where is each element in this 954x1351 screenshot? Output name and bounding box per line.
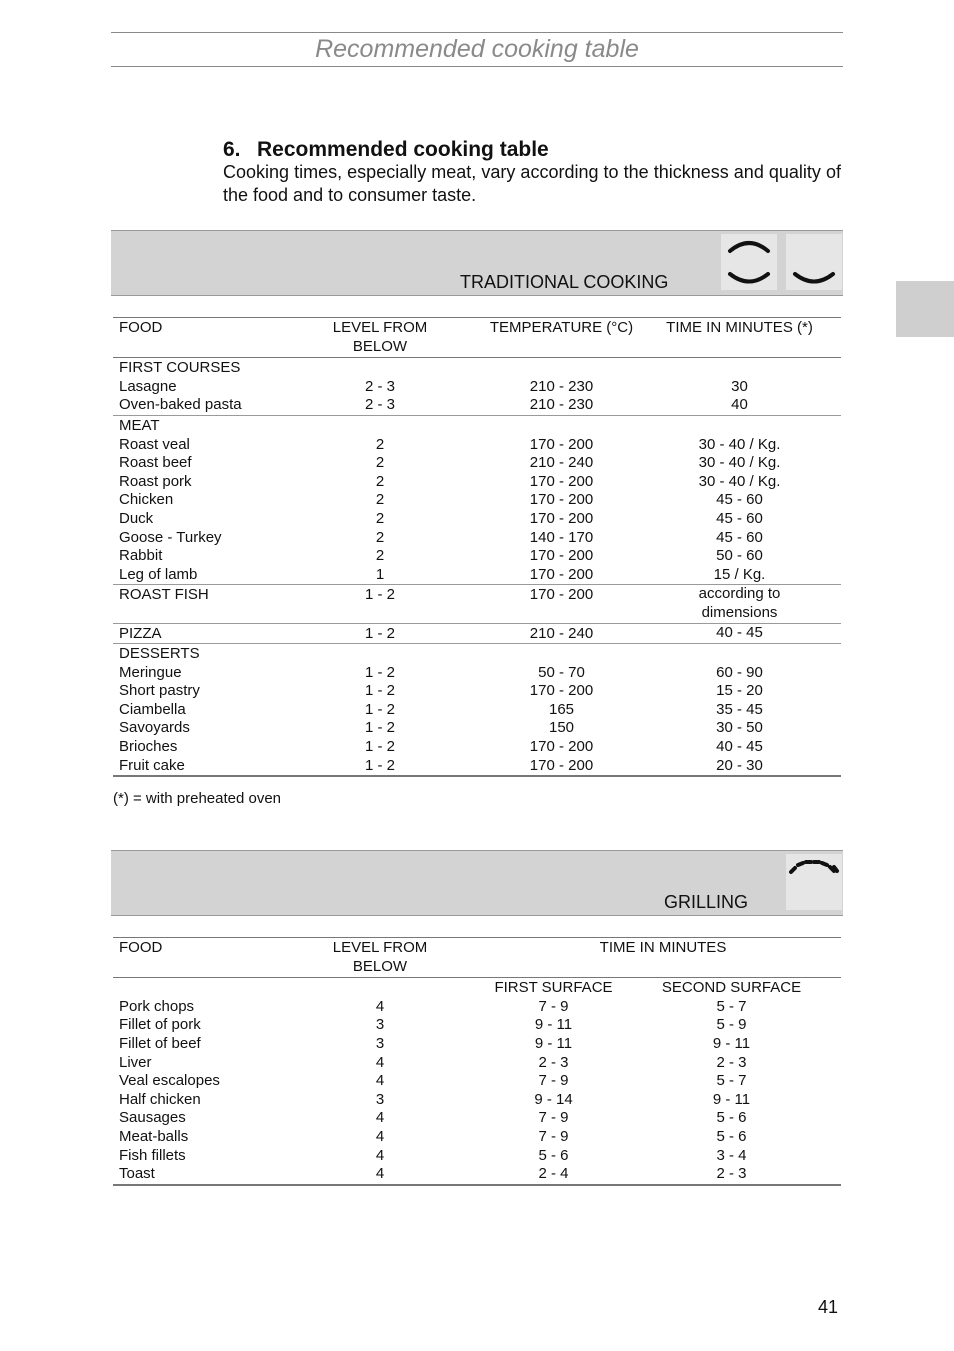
table-row: [113, 396, 841, 415]
table-row: [113, 719, 841, 738]
time-cell: 40: [638, 396, 841, 415]
temperature-cell: 170 - 200: [529, 682, 594, 700]
temperature-cell: 210 - 240: [529, 454, 594, 472]
level-cell: 2: [375, 435, 385, 453]
temperature-cell: 170 - 200: [529, 472, 594, 490]
food-cell: Brioches: [119, 738, 178, 756]
time-cell: 30: [731, 377, 748, 395]
level-cell: 4: [375, 1053, 385, 1071]
first-surface-cell: 9 - 14: [534, 1090, 573, 1108]
grilling-band: [111, 850, 843, 916]
level-cell: 1 - 2: [364, 738, 395, 756]
temperature-cell: 170 - 200: [529, 491, 594, 509]
section-intro: Cooking times, especially meat, vary according to the thickness and quality of the food and to consumer taste.: [223, 162, 841, 205]
first-surface-cell: 7 - 9: [538, 1072, 569, 1090]
time-cell: 35 - 45: [716, 700, 763, 718]
first-surface-cell: 7 - 9: [538, 1127, 569, 1145]
food-cell: Lasagne: [119, 377, 177, 395]
grilling-label: GRILLING: [664, 892, 749, 912]
running-header-title: Recommended cooking table: [315, 35, 639, 63]
first-surface-cell: 5 - 6: [538, 1146, 569, 1164]
first-surface-cell: 9 - 11: [534, 1016, 573, 1034]
time-cell: 45 - 60: [716, 528, 763, 546]
temperature-cell: 150: [548, 719, 575, 737]
top-bottom-heating-icon: [721, 234, 777, 290]
table-row: [113, 1147, 841, 1166]
first-surface-cell: 7 - 9: [538, 1109, 569, 1127]
food-cell: Liver: [119, 1053, 152, 1071]
second-surface-cell: 5 - 9: [716, 1016, 747, 1034]
food-cell: Roast veal: [119, 435, 190, 453]
food-cell: Fruit cake: [113, 757, 275, 777]
group-title-row: [113, 415, 841, 435]
empty-cell: [485, 358, 638, 378]
level-cell: 2 - 3: [364, 377, 395, 395]
level-cell: 1 - 2: [364, 719, 395, 737]
traditional-cooking-label: TRADITIONAL COOKING: [460, 272, 669, 292]
bottom-heating-icon: [786, 234, 842, 290]
food-cell: Roast pork: [119, 472, 192, 490]
temperature-cell: 210 - 240: [485, 623, 638, 644]
level-cell: 1 - 2: [364, 700, 395, 718]
time-cell: 15 - 20: [716, 682, 763, 700]
table-row: [113, 1128, 841, 1147]
group-title: MEAT: [119, 416, 160, 434]
level-cell: 2: [375, 547, 385, 565]
level-cell: 1 - 2: [275, 623, 485, 644]
food-cell: Meringue: [119, 663, 182, 681]
level-cell: 1 - 2: [364, 663, 395, 681]
level-cell: 4: [375, 1146, 385, 1164]
second-surface-cell: 5 - 7: [716, 997, 747, 1015]
col-header-level: LEVEL FROM BELOW: [275, 318, 485, 358]
level-cell: 4: [375, 1109, 385, 1127]
second-surface-cell: 5 - 6: [716, 1109, 747, 1127]
temperature-cell: 165: [548, 700, 575, 718]
level-cell: 1 - 2: [364, 682, 395, 700]
sub-header-second-surface: SECOND SURFACE: [661, 979, 802, 997]
time-cell: 30 - 50: [716, 719, 763, 737]
group-title-row: [113, 358, 841, 378]
time-cell: 40 - 45: [716, 738, 763, 756]
second-surface-cell: 5 - 6: [716, 1127, 747, 1145]
food-cell: Oven-baked pasta: [113, 396, 275, 415]
second-surface-cell: 9 - 11: [712, 1090, 751, 1108]
level-cell: 3: [375, 1016, 385, 1034]
section-number: 6.: [223, 138, 241, 161]
temperature-cell: 170 - 200: [529, 435, 594, 453]
time-cell: 45 - 60: [716, 491, 763, 509]
time-cell: 50 - 60: [716, 547, 763, 565]
group-title-row: [113, 644, 841, 664]
table-row: [113, 585, 841, 623]
table-row: [113, 454, 841, 473]
food-cell: Chicken: [119, 491, 174, 509]
time-cell: 20 - 30: [638, 757, 841, 777]
chapter-side-tab: [896, 281, 954, 337]
section-heading: [223, 136, 549, 164]
empty-cell: [485, 415, 638, 435]
food-cell: Toast: [113, 1165, 275, 1185]
second-surface-cell: 3 - 4: [716, 1146, 747, 1164]
table-row: [113, 738, 841, 757]
temperature-cell: 170 - 200: [529, 738, 594, 756]
level-cell: 2: [375, 472, 385, 490]
level-cell: 3: [375, 1034, 385, 1052]
empty-cell: [638, 358, 841, 378]
food-cell: Ciambella: [119, 700, 186, 718]
traditional-cooking-table: [113, 317, 841, 777]
temperature-cell: 170 - 200: [529, 509, 594, 527]
food-cell: Meat-balls: [119, 1127, 189, 1145]
table-row: [113, 682, 841, 701]
page-number: 41: [818, 1297, 839, 1317]
time-cell: 15 / Kg.: [638, 566, 841, 585]
col-header-level: LEVEL FROM BELOW: [275, 938, 485, 978]
second-surface-cell: 9 - 11: [712, 1034, 751, 1052]
sub-header-first-surface: FIRST SURFACE: [494, 979, 613, 997]
table-row: [113, 1165, 841, 1185]
table-row: [113, 701, 841, 720]
level-cell: 2: [375, 509, 385, 527]
level-cell: 4: [375, 1127, 385, 1145]
grilling-table: [113, 937, 841, 1186]
level-cell: 2: [375, 491, 385, 509]
empty-cell: [638, 415, 841, 435]
table-row: [113, 1072, 841, 1091]
table-row: [113, 757, 841, 777]
group-title: ROAST FISH: [113, 585, 275, 623]
first-surface-cell: 7 - 9: [538, 997, 569, 1015]
table-row: [113, 547, 841, 566]
level-cell: 2 - 3: [275, 396, 485, 415]
table-row: [113, 1035, 841, 1054]
table-row: [113, 529, 841, 548]
empty-cell: [485, 644, 638, 664]
sub-header-row: [113, 978, 841, 998]
header-rule-bottom: [111, 66, 843, 67]
food-cell: Roast beef: [119, 454, 192, 472]
footnote: (*) = with preheated oven: [113, 790, 282, 807]
group-title: PIZZA: [113, 623, 275, 644]
traditional-table-body: [113, 358, 841, 777]
food-cell: Veal escalopes: [119, 1072, 220, 1090]
food-cell: Savoyards: [119, 719, 190, 737]
group-title: FIRST COURSES: [119, 359, 241, 377]
table-row: [113, 623, 841, 644]
col-header-time: TIME IN MINUTES: [485, 938, 841, 978]
empty-cell: [275, 644, 485, 664]
group-title: DESSERTS: [119, 645, 200, 663]
temperature-cell: 210 - 230: [485, 396, 638, 415]
second-surface-cell: 2 - 3: [622, 1165, 841, 1185]
grill-icon: [786, 854, 842, 910]
empty-cell: [638, 644, 841, 664]
temperature-cell: 170 - 200: [529, 547, 594, 565]
header-rule-top: [111, 32, 843, 33]
food-cell: Leg of lamb: [113, 566, 275, 585]
first-surface-cell: 9 - 11: [534, 1034, 573, 1052]
food-cell: Goose - Turkey: [119, 528, 222, 546]
time-cell: 30 - 40 / Kg.: [698, 454, 781, 472]
level-cell: 2: [375, 528, 385, 546]
table-row: [113, 378, 841, 397]
empty-cell: [275, 415, 485, 435]
traditional-cooking-band: [111, 230, 843, 296]
food-cell: Sausages: [119, 1109, 186, 1127]
temperature-cell: 170 - 200: [485, 585, 638, 623]
first-surface-cell: 2 - 4: [485, 1165, 622, 1185]
temperature-cell: 170 - 200: [485, 757, 638, 777]
time-cell: 40 - 45: [638, 623, 841, 644]
level-cell: 1 - 2: [275, 757, 485, 777]
first-surface-cell: 2 - 3: [538, 1053, 569, 1071]
empty-cell: [275, 358, 485, 378]
level-cell: 2: [375, 454, 385, 472]
level-cell: 4: [275, 1165, 485, 1185]
table-row: [113, 491, 841, 510]
time-cell: 45 - 60: [716, 509, 763, 527]
second-surface-cell: 5 - 7: [716, 1072, 747, 1090]
table-row: [113, 436, 841, 455]
col-header-food: FOOD: [113, 318, 275, 358]
time-cell: 30 - 40 / Kg.: [698, 472, 781, 490]
level-cell: 3: [375, 1090, 385, 1108]
food-cell: Duck: [119, 509, 154, 527]
food-cell: Fillet of pork: [119, 1016, 201, 1034]
food-cell: Rabbit: [119, 547, 163, 565]
grilling-table-body: [113, 978, 841, 1185]
level-cell: 4: [375, 997, 385, 1015]
table-row: [113, 566, 841, 585]
col-header-food: FOOD: [113, 938, 275, 978]
table-row: [113, 664, 841, 683]
time-cell: according to dimensions: [638, 585, 841, 623]
table-row: [113, 998, 841, 1017]
food-cell: Fish fillets: [119, 1146, 186, 1164]
temperature-cell: 50 - 70: [538, 663, 585, 681]
level-cell: 4: [375, 1072, 385, 1090]
food-cell: Fillet of beef: [119, 1034, 201, 1052]
level-cell: 1: [275, 566, 485, 585]
table-row: [113, 510, 841, 529]
level-cell: 1 - 2: [275, 585, 485, 623]
table-row: [113, 1091, 841, 1110]
col-header-time: TIME IN MINUTES (*): [638, 318, 841, 358]
food-cell: Pork chops: [119, 997, 195, 1015]
time-cell: 60 - 90: [716, 663, 763, 681]
table-row: [113, 473, 841, 492]
temperature-cell: 210 - 230: [529, 377, 594, 395]
temperature-cell: 170 - 200: [485, 566, 638, 585]
table-row: [113, 1109, 841, 1128]
section-title: Recommended cooking table: [257, 138, 549, 161]
temperature-cell: 140 - 170: [529, 528, 594, 546]
second-surface-cell: 2 - 3: [716, 1053, 747, 1071]
table-row: [113, 1016, 841, 1035]
col-header-temperature: TEMPERATURE (°C): [485, 318, 638, 358]
time-cell: 30 - 40 / Kg.: [698, 435, 781, 453]
table-row: [113, 1054, 841, 1073]
food-cell: Half chicken: [119, 1090, 201, 1108]
food-cell: Short pastry: [119, 682, 200, 700]
